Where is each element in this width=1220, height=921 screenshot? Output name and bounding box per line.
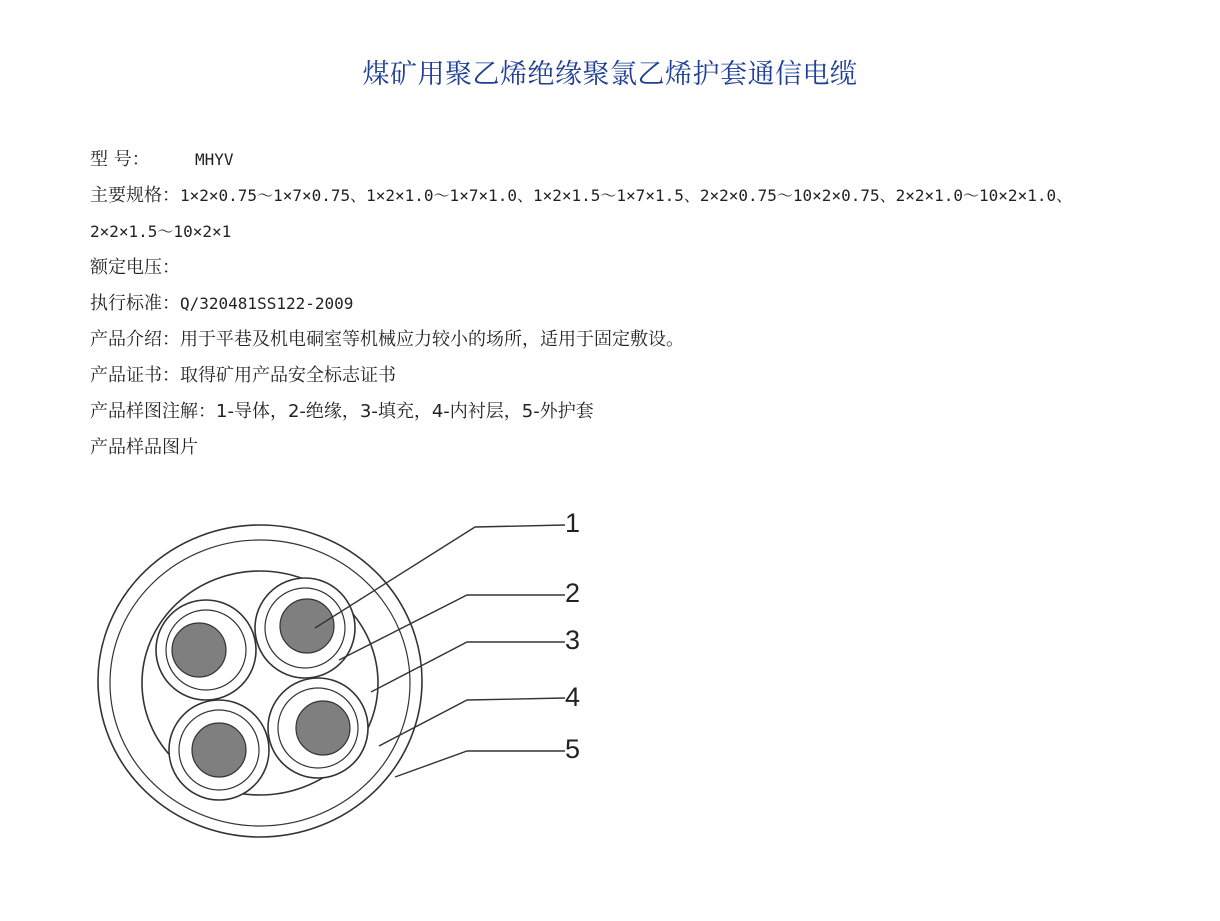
intro-row bbox=[90, 322, 1120, 358]
callout-5: 5 bbox=[565, 734, 581, 764]
spec-value: 1×2×0.75～1×7×0.75、1×2×1.0～1×7×1.0、1×2×1.5～1×7×1.5、2×2×0.75～10×2×0.75、2×2×1.0～10×2×1.0、2×2×1.5～10×2×1 bbox=[90, 186, 1073, 241]
image-label: 产品样品图片 bbox=[90, 437, 198, 458]
leader-line-5 bbox=[395, 751, 565, 777]
legend-row bbox=[90, 394, 1120, 430]
outer-sheath-inner-ring bbox=[110, 540, 410, 826]
cert-label: 产品证书： bbox=[90, 365, 180, 386]
image-label-row bbox=[90, 430, 1120, 466]
voltage-label: 额定电压： bbox=[90, 257, 180, 278]
callout-4: 4 bbox=[565, 682, 581, 712]
spec-label: 主要规格： bbox=[90, 185, 180, 206]
standard-value: Q/320481SS122-2009 bbox=[180, 294, 354, 313]
standard-label: 执行标准： bbox=[90, 293, 180, 314]
callout-1: 1 bbox=[565, 508, 581, 538]
callout-3: 3 bbox=[565, 625, 581, 655]
core-top-left bbox=[156, 600, 256, 700]
conductor-top-right bbox=[280, 599, 334, 653]
conductor-bottom-right bbox=[296, 701, 350, 755]
legend-label: 产品样图注解： bbox=[90, 401, 216, 422]
voltage-row bbox=[90, 250, 1120, 286]
cert-value: 取得矿用产品安全标志证书 bbox=[180, 365, 396, 386]
core-bottom-left bbox=[169, 700, 269, 800]
leader-line-4 bbox=[379, 698, 565, 746]
spec-list bbox=[90, 142, 1120, 466]
model-label: 型 号： bbox=[90, 149, 150, 170]
callout-2: 2 bbox=[565, 578, 581, 608]
core-top-right bbox=[255, 578, 355, 678]
cert-row bbox=[90, 358, 1120, 394]
leader-line-3 bbox=[371, 642, 565, 692]
conductor-top-left bbox=[172, 623, 226, 677]
cable-cross-section-diagram bbox=[95, 500, 615, 870]
legend-value: 1-导体，2-绝缘，3-填充，4-内衬层，5-外护套 bbox=[216, 401, 594, 422]
standard-row bbox=[90, 286, 1120, 322]
model-row bbox=[90, 142, 1120, 178]
intro-value: 用于平巷及机电硐室等机械应力较小的场所，适用于固定敷设。 bbox=[180, 329, 684, 350]
spec-row bbox=[90, 178, 1120, 250]
conductor-bottom-left bbox=[192, 723, 246, 777]
core-bottom-right bbox=[268, 678, 368, 778]
model-value: MHYV bbox=[195, 150, 234, 169]
page-title: 煤矿用聚乙烯绝缘聚氯乙烯护套通信电缆 bbox=[362, 59, 858, 90]
intro-label: 产品介绍： bbox=[90, 329, 180, 350]
